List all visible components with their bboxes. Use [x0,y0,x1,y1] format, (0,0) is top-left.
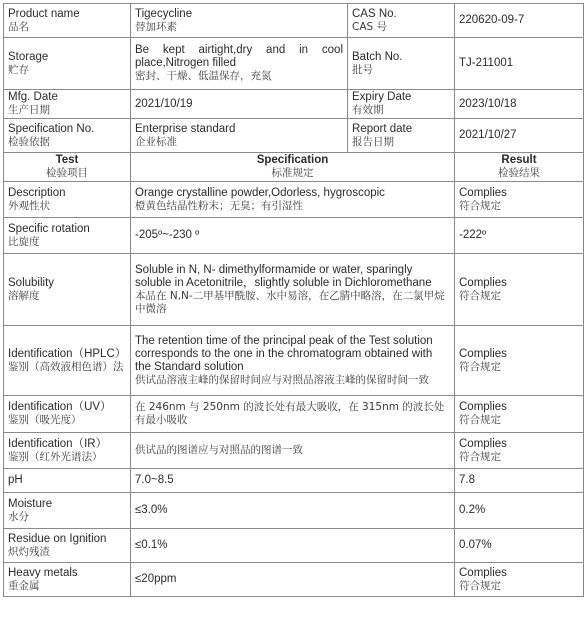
spec-no-value: Enterprise standard 企业标准 [131,119,348,153]
test-name: Heavy metals 重金属 [4,563,131,597]
test-spec: The retention time of the principal peak of the Test solution corresponds to the one in the chromatogram obtained with the Standard solution 供试品溶液主峰的保留时间应与对照品溶液主峰的保留时间一致 [131,326,455,396]
test-result: 7.8 [455,469,584,493]
storage-value: Be kept airtight,dry and in cool place,Nitrogen filled 密封、干燥、低温保存，充氮 [131,38,348,90]
expiry-value: 2023/10/18 [455,90,584,119]
table-row [4,469,584,493]
spec-no-label: Specification No. 检验依据 [4,119,131,153]
cas-label: CAS No. CAS 号 [348,4,455,38]
test-spec: Soluble in N, N- dimethylformamide or water, sparingly soluble in Acetonitrile，slightly soluble in Dichloromethane 本品在 N,N-二甲基甲酰胺、水中易溶，在乙腈中略溶，在二氯甲烷中微溶 [131,254,455,326]
coa-table [3,3,584,597]
test-spec: 在 246nm 与 250nm 的波长处有最大吸收，在 315nm 的波长处有最小吸收 [131,396,455,433]
test-result: 0.07% [455,529,584,563]
col-spec-header: Specification 标准规定 [131,153,455,182]
table-row [4,493,584,529]
test-spec: Orange crystalline powder,Odorless, hygroscopic 橙黄色结晶性粉末；无臭；有引湿性 [131,182,455,218]
test-name: Identification（IR） 鉴别（红外光谱法） [4,433,131,469]
table-row [4,182,584,218]
product-name-value: Tigecycline 替加环素 [131,4,348,38]
product-name-row [4,4,584,38]
mfg-row [4,90,584,119]
table-row [4,563,584,597]
column-header-row [4,153,584,182]
col-result-header: Result 检验结果 [455,153,584,182]
test-name: pH [4,469,131,493]
test-spec: 供试品的图谱应与对照品的图谱一致 [131,433,455,469]
test-result: 0.2% [455,493,584,529]
cas-value: 220620-09-7 [455,4,584,38]
test-spec: 7.0~8.5 [131,469,455,493]
test-name: Moisture 水分 [4,493,131,529]
table-row [4,254,584,326]
test-result: Complies 符合规定 [455,396,584,433]
test-name: Identification（UV） 鉴别（吸光度） [4,396,131,433]
product-name-label: Product name 品名 [4,4,131,38]
test-name: Solubility 溶解度 [4,254,131,326]
test-name: Specific rotation 比旋度 [4,218,131,254]
test-result: Complies 符合规定 [455,326,584,396]
test-result: Complies 符合规定 [455,254,584,326]
test-spec: ≤20ppm [131,563,455,597]
test-spec: -205º~-230 º [131,218,455,254]
expiry-label: Expiry Date 有效期 [348,90,455,119]
test-name: Residue on Ignition 炽灼残渣 [4,529,131,563]
table-row [4,529,584,563]
report-date-value: 2021/10/27 [455,119,584,153]
batch-value: TJ-211001 [455,38,584,90]
table-row [4,433,584,469]
mfg-label: Mfg. Date 生产日期 [4,90,131,119]
test-result: Complies 符合规定 [455,433,584,469]
spec-no-row [4,119,584,153]
batch-label: Batch No. 批号 [348,38,455,90]
mfg-value: 2021/10/19 [131,90,348,119]
col-test-header: Test 检验项目 [4,153,131,182]
test-name: Description 外观性状 [4,182,131,218]
test-result: Complies 符合规定 [455,563,584,597]
table-row [4,396,584,433]
report-date-label: Report date 报告日期 [348,119,455,153]
test-result: -222º [455,218,584,254]
test-spec: ≤0.1% [131,529,455,563]
storage-row [4,38,584,90]
table-row [4,218,584,254]
test-spec: ≤3.0% [131,493,455,529]
test-name: Identification（HPLC） 鉴别（高效液相色谱）法 [4,326,131,396]
storage-label: Storage 贮存 [4,38,131,90]
test-result: Complies 符合规定 [455,182,584,218]
table-row [4,326,584,396]
